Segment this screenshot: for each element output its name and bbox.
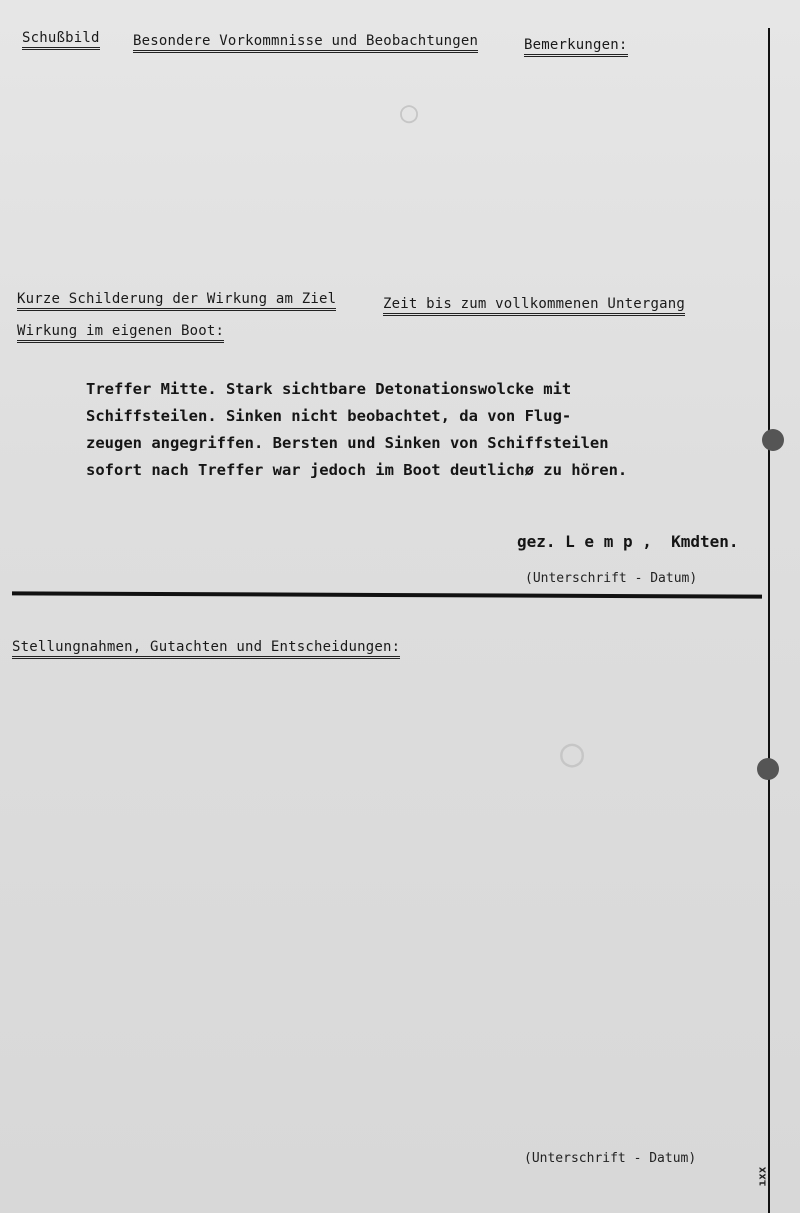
header-kurze-schilderung: Kurze Schilderung der Wirkung am Ziel [17, 291, 336, 311]
header-stellungnahmen: Stellungnahmen, Gutachten und Entscheidungen: [12, 639, 400, 659]
bleed-through-mark: ○ [560, 730, 585, 776]
report-line: zeugen angegriffen. Bersten und Sinken von Schiffsteilen [86, 434, 609, 452]
report-line: sofort nach Treffer war jedoch im Boot deutlichø zu hören. [86, 461, 628, 479]
punch-hole [757, 758, 779, 780]
signature-caption: (Unterschrift - Datum) [525, 571, 698, 586]
report-line: Schiffsteilen. Sinken nicht beobachtet, da von Flug- [86, 407, 572, 425]
header-zeit-untergang: Zeit bis zum vollkommenen Untergang [383, 296, 685, 316]
signature-caption: (Unterschrift - Datum) [524, 1151, 697, 1166]
header-bemerkungen: Bemerkungen: [524, 37, 628, 57]
bleed-through-mark: ○ [400, 95, 419, 130]
punch-hole [762, 429, 784, 451]
header-wirkung-im-boot: Wirkung im eigenen Boot: [17, 323, 224, 343]
signature-line: gez. L e m p , Kmdten. [517, 532, 739, 551]
margin-note: ıxx [755, 1166, 769, 1187]
header-schussbild: Schußbild [22, 30, 100, 50]
right-margin-rule [768, 28, 770, 1213]
report-text [86, 376, 726, 484]
section-divider [12, 591, 762, 598]
report-line: Treffer Mitte. Stark sichtbare Detonationswolcke mit [86, 380, 572, 398]
header-besondere-vorkommnisse: Besondere Vorkommnisse und Beobachtungen [133, 33, 478, 53]
